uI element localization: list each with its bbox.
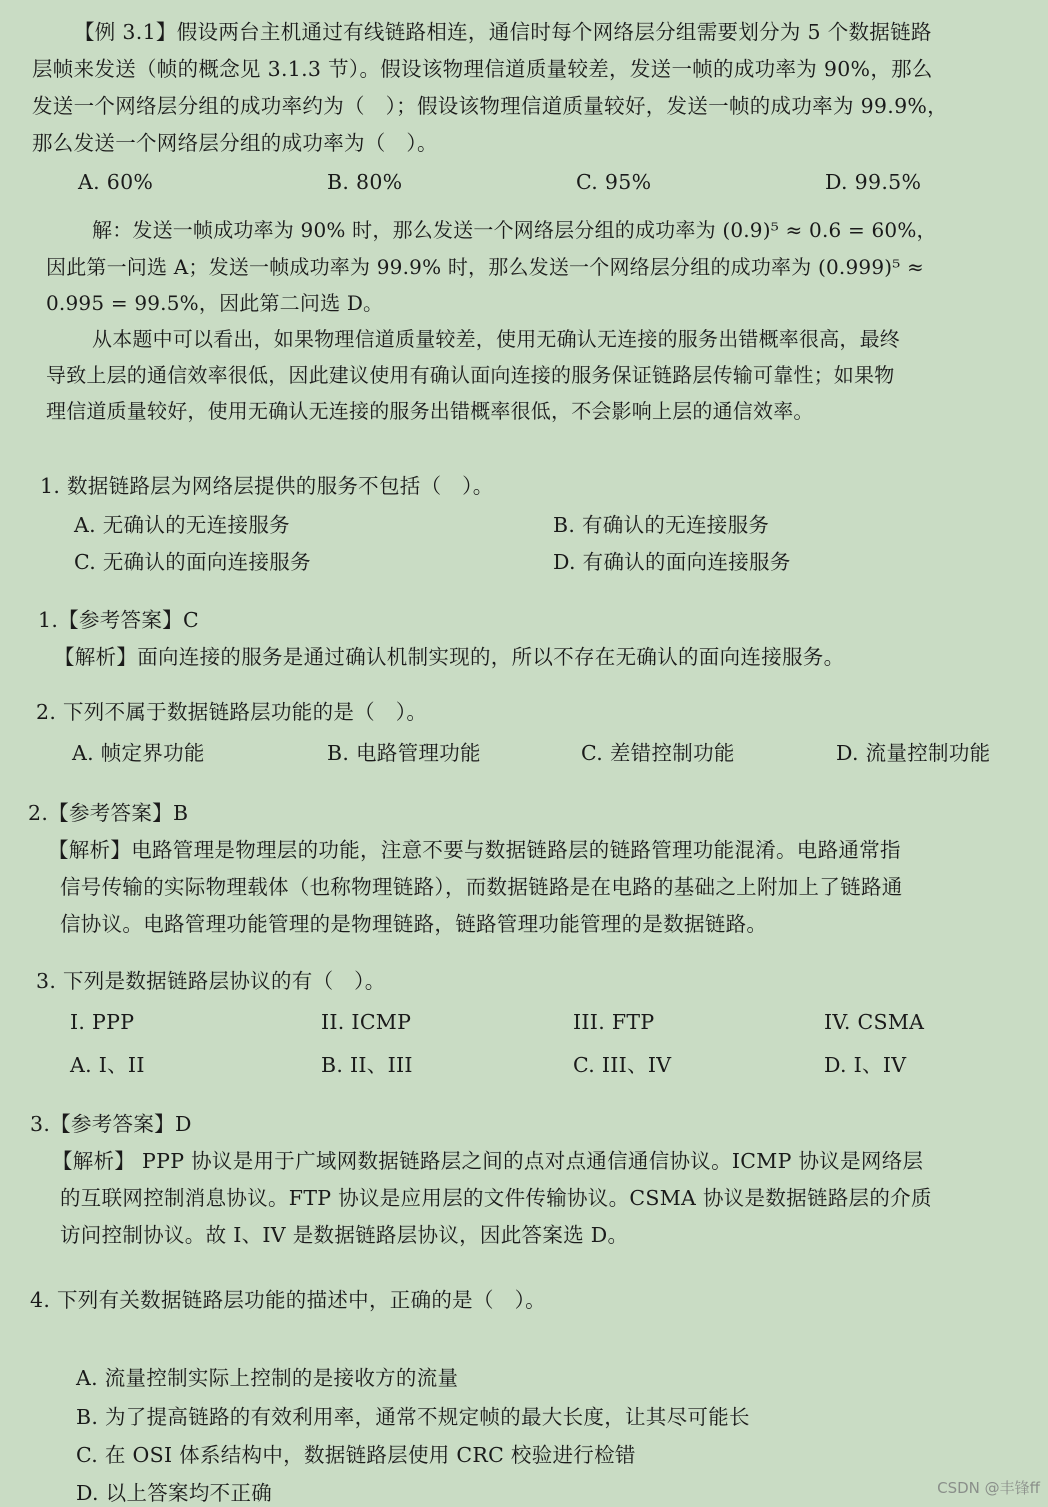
question-stem: 1. 数据链路层为网络层提供的服务不包括（ ）。 [40,474,494,498]
analysis-line: 访问控制协议。故 I、IV 是数据链路层协议，因此答案选 D。 [60,1223,629,1247]
analysis-line: 信协议。电路管理功能管理的是物理链路，链路管理功能管理的是数据链路。 [60,912,768,936]
option-d: D. 流量控制功能 [836,741,991,765]
protocol-item: IV. CSMA [824,1010,925,1034]
option-c: C. 差错控制功能 [581,741,735,765]
option-d: D. 99.5% [825,170,922,194]
option-d: D. I、IV [824,1053,907,1077]
solution-line: 理信道质量较好，使用无确认无连接的服务出错概率很低，不会影响上层的通信效率。 [46,399,814,423]
option-a: A. 无确认的无连接服务 [74,513,290,537]
option-b: B. II、III [321,1053,413,1077]
analysis-line: 【解析】面向连接的服务是通过确认机制实现的，所以不存在无确认的面向连接服务。 [54,645,845,669]
protocol-item: I. PPP [70,1010,135,1034]
option-b: B. 电路管理功能 [327,741,481,765]
option-b: B. 80% [327,170,403,194]
analysis-line: 【解析】 PPP 协议是用于广域网数据链路层之间的点对点通信通信协议。ICMP 协议是网络层 [52,1149,924,1173]
solution-line: 导致上层的通信效率很低，因此建议使用有确认面向连接的服务保证链路层传输可靠性；如果物 [46,363,895,387]
option-d: D. 以上答案均不正确 [76,1481,273,1505]
answer-label: 1.【参考答案】C [38,608,199,632]
analysis-line: 信号传输的实际物理载体（也称物理链路），而数据链路是在电路的基础之上附加上了链路通 [60,875,903,899]
example-q-line: 层帧来发送（帧的概念见 3.1.3 节）。假设该物理信道质量较差，发送一帧的成功率为 90%，那么 [32,57,933,81]
example-q-line: 发送一个网络层分组的成功率约为（ ）；假设该物理信道质量较好，发送一帧的成功率为 99.9%， [32,94,948,118]
solution-line: 因此第一问选 A；发送一帧成功率为 99.9% 时，那么发送一个网络层分组的成功率为 (0.999)⁵ ≈ [46,255,925,279]
question-stem: 4. 下列有关数据链路层功能的描述中，正确的是（ ）。 [30,1288,546,1312]
option-a: A. 60% [78,170,154,194]
question-stem: 3. 下列是数据链路层协议的有（ ）。 [36,969,386,993]
option-a: A. 流量控制实际上控制的是接收方的流量 [76,1366,459,1390]
answer-label: 3.【参考答案】D [30,1112,192,1136]
option-b: B. 为了提高链路的有效利用率，通常不规定帧的最大长度，让其尽可能长 [76,1405,750,1429]
question-stem: 2. 下列不属于数据链路层功能的是（ ）。 [36,700,428,724]
option-c: C. 无确认的面向连接服务 [74,550,311,574]
option-a: A. 帧定界功能 [72,741,205,765]
protocol-item: III. FTP [573,1010,655,1034]
example-q-line: 【例 3.1】假设两台主机通过有线链路相连，通信时每个网络层分组需要划分为 5 个数据链路 [74,20,932,44]
option-d: D. 有确认的面向连接服务 [553,550,791,574]
analysis-line: 的互联网控制消息协议。FTP 协议是应用层的文件传输协议。CSMA 协议是数据链路层的介质 [60,1186,932,1210]
analysis-line: 【解析】电路管理是物理层的功能，注意不要与数据链路层的链路管理功能混淆。电路通常指 [48,838,901,862]
solution-line: 从本题中可以看出，如果物理信道质量较差，使用无确认无连接的服务出错概率很高，最终 [92,327,900,351]
protocol-item: II. ICMP [321,1010,412,1034]
option-c: C. 95% [576,170,652,194]
watermark: CSDN @丰锋ff [937,1479,1040,1497]
solution-line: 0.995 = 99.5%，因此第二问选 D。 [46,291,384,315]
answer-label: 2.【参考答案】B [28,801,189,825]
option-c: C. 在 OSI 体系结构中，数据链路层使用 CRC 校验进行检错 [76,1443,636,1467]
option-a: A. I、II [70,1053,145,1077]
option-c: C. III、IV [573,1053,672,1077]
example-q-line: 那么发送一个网络层分组的成功率为（ ）。 [32,131,438,155]
option-b: B. 有确认的无连接服务 [553,513,770,537]
solution-line: 解：发送一帧成功率为 90% 时，那么发送一个网络层分组的成功率为 (0.9)⁵ ≈ 0.6 = 60%， [92,218,937,242]
